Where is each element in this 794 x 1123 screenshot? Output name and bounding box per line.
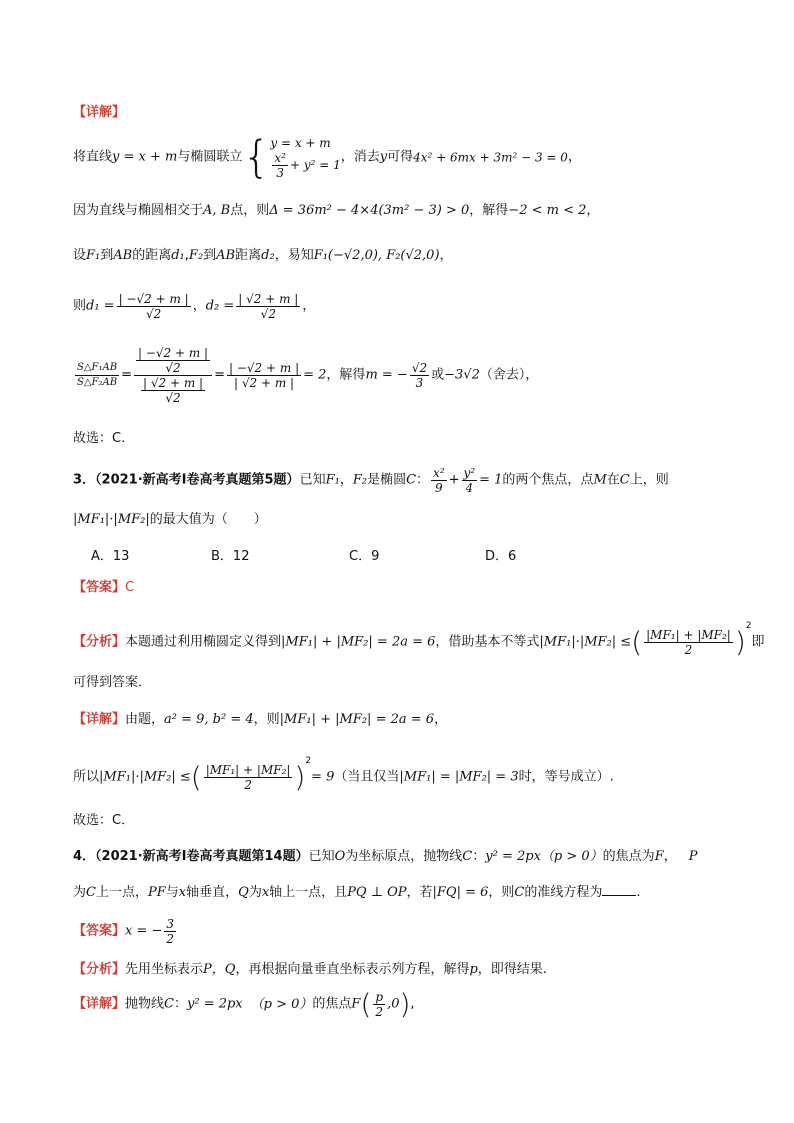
text: ： bbox=[416, 472, 430, 488]
answer-tag: 【答案】 bbox=[73, 923, 126, 939]
m-value: m = − bbox=[365, 367, 408, 383]
q3-analysis-line bbox=[73, 617, 794, 661]
var: x bbox=[178, 885, 187, 900]
detail-tag: 【详解】 bbox=[73, 712, 126, 727]
var: F bbox=[654, 849, 664, 864]
answer-expr: x = − bbox=[125, 923, 163, 939]
text: ， bbox=[663, 849, 677, 864]
distance-def-line bbox=[73, 247, 794, 265]
var: C bbox=[514, 885, 525, 900]
text: 则 bbox=[73, 298, 87, 314]
q3-analysis-line-2 bbox=[73, 674, 794, 692]
text: ，解得 bbox=[326, 367, 366, 383]
focus-rest: ,0 bbox=[387, 996, 400, 1012]
text: 本题通过利用椭圆定义得到 bbox=[125, 634, 282, 650]
num: |MF₁| + |MF₂| bbox=[646, 628, 731, 642]
text: 与椭圆联立 bbox=[177, 149, 243, 165]
paren-open: ( bbox=[631, 625, 643, 659]
text: 点，则 bbox=[230, 203, 270, 218]
text: + bbox=[448, 472, 460, 488]
den: √2 bbox=[165, 391, 181, 405]
var: p bbox=[469, 962, 478, 977]
text: ， bbox=[567, 149, 581, 165]
line-equation: y = x + m bbox=[112, 149, 178, 165]
text: ，易知 bbox=[274, 248, 314, 263]
option-c: C．9 bbox=[349, 549, 380, 564]
choose-text: 故选：C． bbox=[73, 813, 135, 828]
choose-line-1 bbox=[73, 430, 794, 448]
p-cond: （p > 0） bbox=[250, 996, 313, 1012]
num: | −√2 + m | bbox=[118, 292, 189, 306]
text: 可得到答案． bbox=[73, 675, 152, 690]
text: 将直线 bbox=[73, 149, 113, 165]
num: 3 bbox=[166, 917, 175, 931]
text: 可得 bbox=[387, 149, 414, 165]
equals-one: = 1 bbox=[479, 472, 503, 488]
fq-cond: |FQ| = 6 bbox=[432, 885, 489, 900]
var: x bbox=[261, 885, 270, 900]
exponent: 2 bbox=[305, 756, 312, 766]
text: 上一点， bbox=[95, 885, 148, 900]
text: 距离 bbox=[235, 248, 262, 263]
quadratic: 4x² + 6mx + 3m² − 3 = 0 bbox=[413, 150, 568, 165]
text: ， bbox=[586, 203, 600, 218]
var: PF bbox=[147, 885, 166, 900]
choose-line-2 bbox=[73, 812, 794, 830]
num: x² bbox=[433, 466, 445, 480]
q3-stem-line-2 bbox=[73, 511, 794, 529]
y-frac bbox=[462, 466, 478, 495]
distance-formula-line bbox=[73, 292, 794, 328]
den: 2 bbox=[375, 1005, 384, 1019]
var: AB bbox=[216, 248, 236, 263]
d2-fraction bbox=[236, 292, 300, 321]
text: = bbox=[121, 367, 132, 383]
den: 4 bbox=[465, 481, 474, 495]
text: 由题， bbox=[125, 712, 165, 727]
text: 为 bbox=[73, 885, 87, 900]
den: S△F₂AB bbox=[77, 377, 118, 388]
sum-expr: |MF₁| + |MF₂| = 2a = 6 bbox=[279, 712, 435, 727]
text: 的焦点 bbox=[312, 996, 352, 1012]
area-ratio-line bbox=[73, 346, 794, 416]
var: C bbox=[86, 885, 96, 900]
delta-expr: Δ = 36m² − 4×4(3m² − 3) > 0 bbox=[269, 203, 470, 218]
text: ， bbox=[339, 472, 353, 488]
x-frac bbox=[431, 466, 447, 495]
analysis-tag: 【分析】 bbox=[73, 962, 126, 977]
q3-answer-line bbox=[73, 579, 794, 597]
text: 时，等号成立）. bbox=[518, 769, 614, 785]
answer-value: C bbox=[125, 580, 135, 595]
den: | √2 + m | bbox=[234, 376, 295, 390]
text: 先用坐标表示 bbox=[125, 962, 204, 977]
den: 3 bbox=[276, 166, 284, 180]
var: AB bbox=[113, 248, 133, 263]
text: 到 bbox=[203, 248, 217, 263]
paren-close: ) bbox=[399, 987, 411, 1021]
text: 在 bbox=[606, 472, 620, 488]
equals-two: = 2 bbox=[303, 367, 327, 383]
q4-stem-line-2 bbox=[73, 883, 794, 902]
question-title: 3．（2021·新高考Ⅰ卷高考真题第5题） bbox=[73, 472, 300, 488]
text: ，解得 bbox=[469, 203, 509, 218]
text: ， bbox=[192, 298, 206, 314]
foci-points: F₁(−√2,0), F₂(√2,0) bbox=[313, 248, 440, 263]
var: C bbox=[164, 996, 174, 1012]
d1-fraction bbox=[117, 292, 191, 321]
text: ，则 bbox=[253, 712, 280, 727]
text: 设 bbox=[73, 248, 87, 263]
q4-detail-line bbox=[73, 987, 794, 1030]
text: ，则 bbox=[488, 885, 515, 900]
text: 是椭圆 bbox=[367, 472, 407, 488]
text: ，借助基本不等式 bbox=[435, 634, 540, 650]
option-b: B．12 bbox=[211, 549, 250, 564]
system-rest: + y² = 1 bbox=[289, 158, 341, 172]
var: d₁ bbox=[171, 248, 185, 263]
den: 2 bbox=[684, 643, 693, 657]
focus-fraction bbox=[373, 990, 385, 1019]
den: 9 bbox=[435, 481, 443, 495]
text: ： bbox=[173, 996, 187, 1012]
option-d: D．6 bbox=[485, 549, 517, 564]
exponent: 2 bbox=[745, 621, 752, 631]
text: 的准线方程为 bbox=[524, 885, 603, 900]
var: y bbox=[379, 149, 388, 165]
answer-blank bbox=[602, 883, 636, 896]
q3-detail-line-2 bbox=[73, 752, 794, 796]
system bbox=[270, 135, 340, 180]
num: p bbox=[375, 990, 384, 1004]
text: （当且仅当 bbox=[334, 769, 400, 785]
paren-open: ( bbox=[360, 987, 372, 1021]
ellipse-system-line bbox=[73, 131, 794, 191]
num: S△F₁AB bbox=[75, 361, 119, 376]
text: 已知 bbox=[308, 849, 335, 864]
choose-text: 故选：C. bbox=[73, 431, 126, 446]
var: O bbox=[334, 849, 346, 864]
text: 为 bbox=[248, 885, 262, 900]
analysis-tag: 【分析】 bbox=[73, 634, 126, 650]
option-a: A．13 bbox=[91, 549, 130, 564]
text: 轴垂直， bbox=[186, 885, 239, 900]
num: | −√2 + m | bbox=[137, 346, 209, 360]
ineq-expr: |MF₁|·|MF₂| ≤ bbox=[99, 769, 191, 785]
text: 所以 bbox=[73, 769, 100, 785]
paren-open: ( bbox=[190, 760, 202, 794]
text: 抛物线 bbox=[125, 996, 165, 1012]
den: √2 bbox=[165, 361, 181, 375]
var: F₂ bbox=[188, 248, 204, 263]
den: 2 bbox=[244, 778, 252, 792]
q3-stem-line bbox=[73, 466, 794, 500]
system-top: y = x + m bbox=[270, 136, 331, 150]
den: √2 bbox=[260, 307, 276, 321]
num: | −√2 + m | bbox=[229, 361, 300, 375]
text: 到 bbox=[100, 248, 114, 263]
var: d₂ = bbox=[205, 298, 235, 314]
text: = bbox=[214, 367, 225, 383]
den: 2 bbox=[166, 932, 175, 946]
text: , bbox=[184, 248, 189, 263]
simple-ratio bbox=[227, 361, 301, 390]
text: 为坐标原点，抛物线 bbox=[345, 849, 463, 864]
text: 上，则 bbox=[629, 472, 669, 488]
var: d₂ bbox=[261, 248, 275, 263]
detail-heading-1 bbox=[73, 104, 794, 122]
var: C bbox=[462, 849, 473, 864]
q3-options bbox=[91, 548, 794, 566]
text: 的距离 bbox=[132, 248, 172, 263]
perp-cond: PQ ⊥ OP bbox=[347, 885, 407, 900]
text: 的焦点为 bbox=[602, 849, 655, 864]
question-title: 4．（2021·新高考Ⅰ卷高考真题第14题） bbox=[73, 849, 309, 864]
var: F₁ bbox=[325, 472, 340, 488]
q3-detail-line bbox=[73, 711, 794, 729]
text: 即 bbox=[751, 634, 765, 650]
num: | √2 + m | bbox=[238, 292, 299, 306]
text: ， bbox=[302, 298, 316, 314]
detail-tag: 【详解】 bbox=[73, 105, 126, 120]
var: Q bbox=[238, 885, 249, 900]
text: ，即得结果. bbox=[477, 962, 547, 977]
avg-fraction bbox=[204, 763, 293, 792]
system-frac bbox=[272, 151, 288, 180]
text: 的最大值为（ ） bbox=[149, 512, 267, 527]
m-fraction bbox=[410, 361, 429, 390]
q4-stem-line bbox=[73, 848, 794, 866]
text: ， bbox=[439, 248, 453, 263]
q4-answer-line bbox=[73, 917, 794, 951]
num: |MF₁| + |MF₂| bbox=[205, 763, 291, 777]
text: 的两个焦点，点 bbox=[502, 472, 594, 488]
ab-values: a² = 9, b² = 4 bbox=[164, 712, 254, 727]
text: ： bbox=[472, 849, 486, 864]
num: | √2 + m | bbox=[143, 376, 204, 390]
den: √2 bbox=[146, 307, 162, 321]
num: y² bbox=[463, 466, 476, 480]
equality-cond: |MF₁| = |MF₂| = 3 bbox=[399, 769, 519, 785]
text: 与 bbox=[165, 885, 179, 900]
ineq-expr: |MF₁|·|MF₂| ≤ bbox=[539, 634, 632, 650]
text: . bbox=[636, 885, 641, 900]
answer-fraction bbox=[164, 917, 176, 946]
var: A, B bbox=[203, 203, 231, 218]
var: F₁ bbox=[86, 248, 101, 263]
var: M bbox=[593, 472, 607, 488]
text: （舍去）， bbox=[479, 367, 539, 383]
avg-fraction bbox=[644, 628, 733, 657]
q4-analysis-line bbox=[73, 961, 794, 979]
var: P bbox=[688, 849, 698, 864]
num: √2 bbox=[411, 361, 428, 375]
var: F₂ bbox=[352, 472, 368, 488]
text: 轴上一点，且 bbox=[269, 885, 348, 900]
compound-fraction bbox=[134, 346, 212, 405]
text: 因为直线与椭圆相交于 bbox=[73, 203, 204, 218]
area-ratio bbox=[75, 361, 119, 390]
p-cond: （p > 0） bbox=[540, 849, 603, 864]
var: F bbox=[351, 996, 361, 1012]
var: P，Q bbox=[203, 962, 236, 977]
equals-nine: = 9 bbox=[311, 769, 335, 785]
text: 或 bbox=[431, 367, 445, 383]
parabola-eq: y² = 2px bbox=[485, 849, 541, 864]
text: 已知 bbox=[299, 472, 326, 488]
text: ，消去 bbox=[340, 149, 380, 165]
var: C bbox=[406, 472, 417, 488]
answer-tag: 【答案】 bbox=[73, 580, 126, 595]
text: ， bbox=[434, 712, 448, 727]
text: ，再根据向量垂直坐标表示列方程，解得 bbox=[235, 962, 470, 977]
range: −2 < m < 2 bbox=[508, 203, 587, 218]
var: d₁ = bbox=[86, 298, 115, 314]
text: , bbox=[410, 996, 415, 1012]
product-expr: |MF₁|·|MF₂| bbox=[73, 512, 150, 527]
text: ，若 bbox=[406, 885, 433, 900]
sum-expr: |MF₁| + |MF₂| = 2a = 6 bbox=[281, 634, 436, 650]
parabola-eq: y² = 2px bbox=[187, 996, 243, 1012]
detail-tag: 【详解】 bbox=[73, 996, 126, 1012]
den: 3 bbox=[415, 376, 424, 390]
var: C bbox=[619, 472, 630, 488]
discriminant-line bbox=[73, 202, 794, 220]
alt-value: −3√2 bbox=[444, 367, 480, 383]
paren-close: ) bbox=[734, 625, 746, 659]
brace: { bbox=[242, 131, 271, 183]
paren-close: ) bbox=[294, 760, 306, 794]
num: x² bbox=[274, 151, 286, 165]
